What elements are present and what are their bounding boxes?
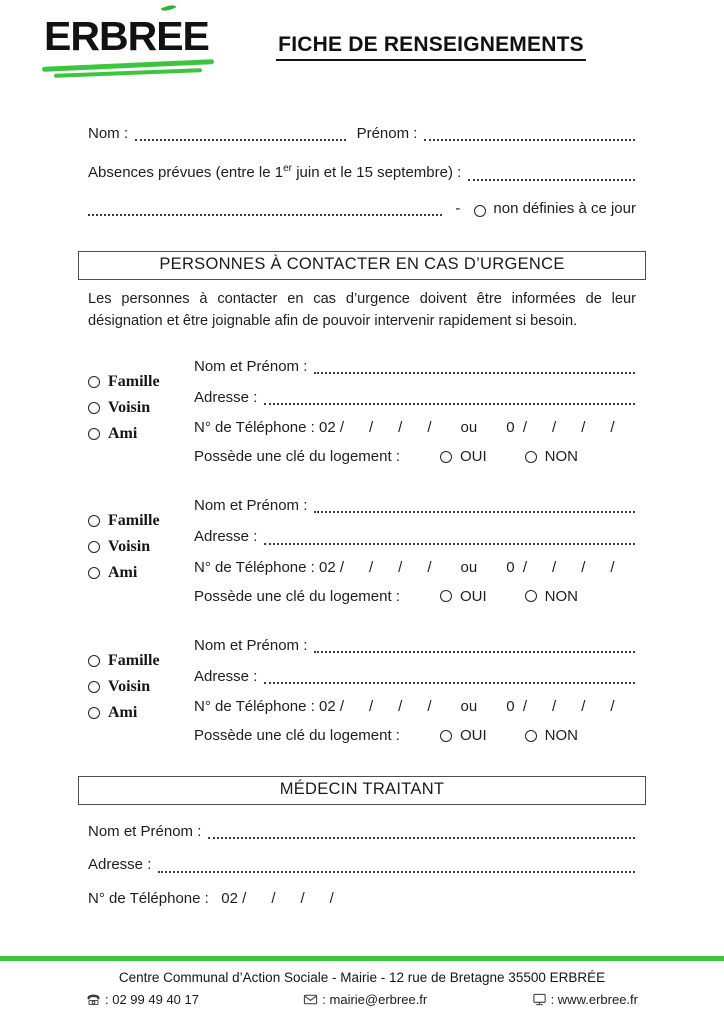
relation-label-famille: Famille: [108, 512, 160, 530]
relation-radio-famille[interactable]: [88, 515, 100, 527]
relation-radio-voisin[interactable]: [88, 402, 100, 414]
contact-name-label: Nom et Prénom :: [194, 357, 308, 375]
absences-row-2: [88, 199, 636, 219]
relation-option-voisin: [88, 538, 194, 556]
emergency-section-header: PERSONNES À CONTACTER EN CAS D’URGENCE: [78, 251, 646, 280]
key-non-label: NON: [544, 448, 578, 466]
footer-website-text: : www.erbree.fr: [550, 992, 638, 1007]
contact-fields: [194, 496, 636, 605]
medecin-section-header: MÉDECIN TRAITANT: [78, 776, 646, 805]
contact-phone-row: [194, 419, 636, 436]
relation-label-voisin: Voisin: [108, 677, 151, 695]
contact-name-input-line[interactable]: [314, 372, 635, 374]
non-definies-label: non définies à ce jour: [493, 199, 636, 217]
footer-contacts: [0, 985, 724, 1024]
key-oui-label: OUI: [459, 448, 487, 466]
contact-name-label: Nom et Prénom :: [194, 636, 308, 654]
footer: [0, 956, 724, 1024]
relation-options: [88, 357, 194, 466]
key-label: Possède une clé du logement :: [194, 587, 400, 605]
contact-address-input-line[interactable]: [264, 543, 635, 545]
contact-address-row: [194, 667, 636, 687]
relation-option-famille: [88, 512, 194, 530]
contact-address-input-line[interactable]: [264, 682, 635, 684]
key-oui-label: OUI: [459, 727, 487, 745]
relation-radio-voisin[interactable]: [88, 681, 100, 693]
key-oui-radio[interactable]: [440, 451, 452, 463]
relation-option-voisin: [88, 678, 194, 696]
nom-prenom-row: [88, 124, 636, 144]
contact-address-label: Adresse :: [194, 528, 258, 546]
emergency-contact-block-3: [88, 636, 636, 745]
relation-label-ami: Ami: [108, 703, 138, 721]
relation-radio-famille[interactable]: [88, 655, 100, 667]
key-oui-label: OUI: [459, 587, 487, 605]
footer-green-rule: [0, 956, 724, 961]
medecin-phone-row[interactable]: N° de Téléphone : 02 / / / /: [88, 889, 334, 907]
key-oui-radio[interactable]: [440, 590, 452, 602]
footer-email-text: : mairie@erbree.fr: [322, 992, 428, 1007]
contact-phone-row: [194, 698, 636, 715]
key-label: Possède une clé du logement :: [194, 727, 400, 745]
contact-phone-part2[interactable]: 0 / / / /: [506, 698, 615, 716]
contact-phone-part2[interactable]: 0 / / / /: [506, 558, 615, 576]
logo-text-accent: E: [156, 13, 183, 59]
logo-text: [44, 14, 216, 59]
relation-option-famille: [88, 652, 194, 670]
absences-input-line-1[interactable]: [468, 179, 635, 181]
key-question-row: [194, 727, 636, 744]
relation-radio-ami[interactable]: [88, 707, 100, 719]
non-definies-radio[interactable]: [474, 205, 486, 217]
key-oui-radio[interactable]: [440, 730, 452, 742]
emergency-intro-text: Les personnes à contacter en cas d’urgence doivent être informées de leur désignation et être joignable afin de pouvoir intervenir rapidement si besoin.: [88, 290, 636, 329]
prenom-input-line[interactable]: [424, 139, 635, 141]
relation-options: [88, 496, 194, 605]
key-question-row: [194, 588, 636, 605]
contact-address-row: [194, 527, 636, 547]
contact-name-row: [194, 496, 636, 516]
key-question-row: [194, 448, 636, 465]
footer-address: Centre Communal d’Action Sociale - Mairie - 12 rue de Bretagne 35500 ERBRÉE: [118, 970, 606, 985]
medecin-address-input-line[interactable]: [158, 871, 635, 873]
page-title: FICHE DE RENSEIGNEMENTS: [276, 33, 586, 61]
logo-accent-letter: [156, 14, 182, 59]
contact-address-label: Adresse :: [194, 667, 258, 685]
contact-fields: [194, 636, 636, 745]
title-area: [216, 33, 668, 61]
contact-phone-or: ou: [460, 558, 478, 576]
relation-label-voisin: Voisin: [108, 398, 151, 416]
relation-option-ami: [88, 425, 194, 443]
contact-phone-row: [194, 559, 636, 576]
key-non-radio[interactable]: [525, 451, 537, 463]
relation-label-famille: Famille: [108, 372, 160, 390]
contact-address-row: [194, 388, 636, 408]
contact-name-input-line[interactable]: [314, 511, 635, 513]
contact-phone-part2[interactable]: 0 / / / /: [506, 419, 615, 437]
key-non-label: NON: [544, 727, 578, 745]
relation-label-famille: Famille: [108, 651, 160, 669]
telephone-icon: [86, 992, 101, 1007]
contact-name-row: [194, 636, 636, 656]
contact-phone-part1[interactable]: N° de Téléphone : 02 / / / /: [194, 698, 432, 716]
website-icon: [532, 992, 547, 1007]
emergency-contact-block-2: [88, 496, 636, 605]
contact-name-row: [194, 357, 636, 377]
nom-label: Nom :: [88, 125, 129, 142]
absences-row: [88, 162, 636, 183]
logo-text-post: E: [182, 13, 209, 59]
contact-address-input-line[interactable]: [264, 403, 635, 405]
key-label: Possède une clé du logement :: [194, 448, 400, 466]
form-content: [0, 124, 724, 907]
erbree-logo: [44, 14, 216, 80]
medecin-name-row: [88, 822, 636, 842]
medecin-name-input-line[interactable]: [208, 837, 635, 839]
medecin-address-label: Adresse :: [88, 856, 152, 874]
relation-option-famille: [88, 373, 194, 391]
logo-text-pre: ERBR: [44, 13, 157, 59]
relation-radio-ami[interactable]: [88, 428, 100, 440]
contact-phone-or: ou: [460, 698, 478, 716]
contact-phone-part1[interactable]: N° de Téléphone : 02 / / / /: [194, 558, 432, 576]
relation-label-ami: Ami: [108, 564, 138, 582]
contact-phone-or: ou: [460, 419, 478, 437]
emergency-contact-block-1: [88, 357, 636, 466]
contact-address-label: Adresse :: [194, 388, 258, 406]
medecin-address-row: [88, 855, 636, 875]
relation-label-ami: Ami: [108, 424, 138, 442]
footer-email: [303, 992, 427, 1007]
relation-option-voisin: [88, 399, 194, 417]
relation-radio-famille[interactable]: [88, 376, 100, 388]
relation-radio-voisin[interactable]: [88, 541, 100, 553]
key-non-radio[interactable]: [525, 730, 537, 742]
relation-label-voisin: Voisin: [108, 538, 151, 556]
key-non-radio[interactable]: [525, 590, 537, 602]
relation-option-ami: [88, 704, 194, 722]
header: [0, 0, 724, 80]
contact-fields: [194, 357, 636, 466]
relation-radio-ami[interactable]: [88, 567, 100, 579]
dash-separator: -: [455, 199, 461, 217]
contact-name-input-line[interactable]: [314, 651, 635, 653]
relation-options: [88, 636, 194, 745]
absences-label: Absences prévues (entre le 1er juin et le 15 septembre) :: [88, 163, 462, 182]
footer-phone-text: : 02 99 49 40 17: [105, 992, 199, 1007]
nom-input-line[interactable]: [135, 139, 346, 141]
footer-website: [532, 992, 638, 1007]
absences-input-line-2[interactable]: [88, 214, 442, 216]
key-non-label: NON: [544, 587, 578, 605]
medecin-name-label: Nom et Prénom :: [88, 823, 202, 841]
contact-name-label: Nom et Prénom :: [194, 497, 308, 515]
relation-option-ami: [88, 564, 194, 582]
footer-phone: [86, 992, 199, 1007]
email-icon: [303, 992, 318, 1007]
contact-phone-part1[interactable]: N° de Téléphone : 02 / / / /: [194, 419, 432, 437]
prenom-label: Prénom :: [356, 125, 418, 142]
